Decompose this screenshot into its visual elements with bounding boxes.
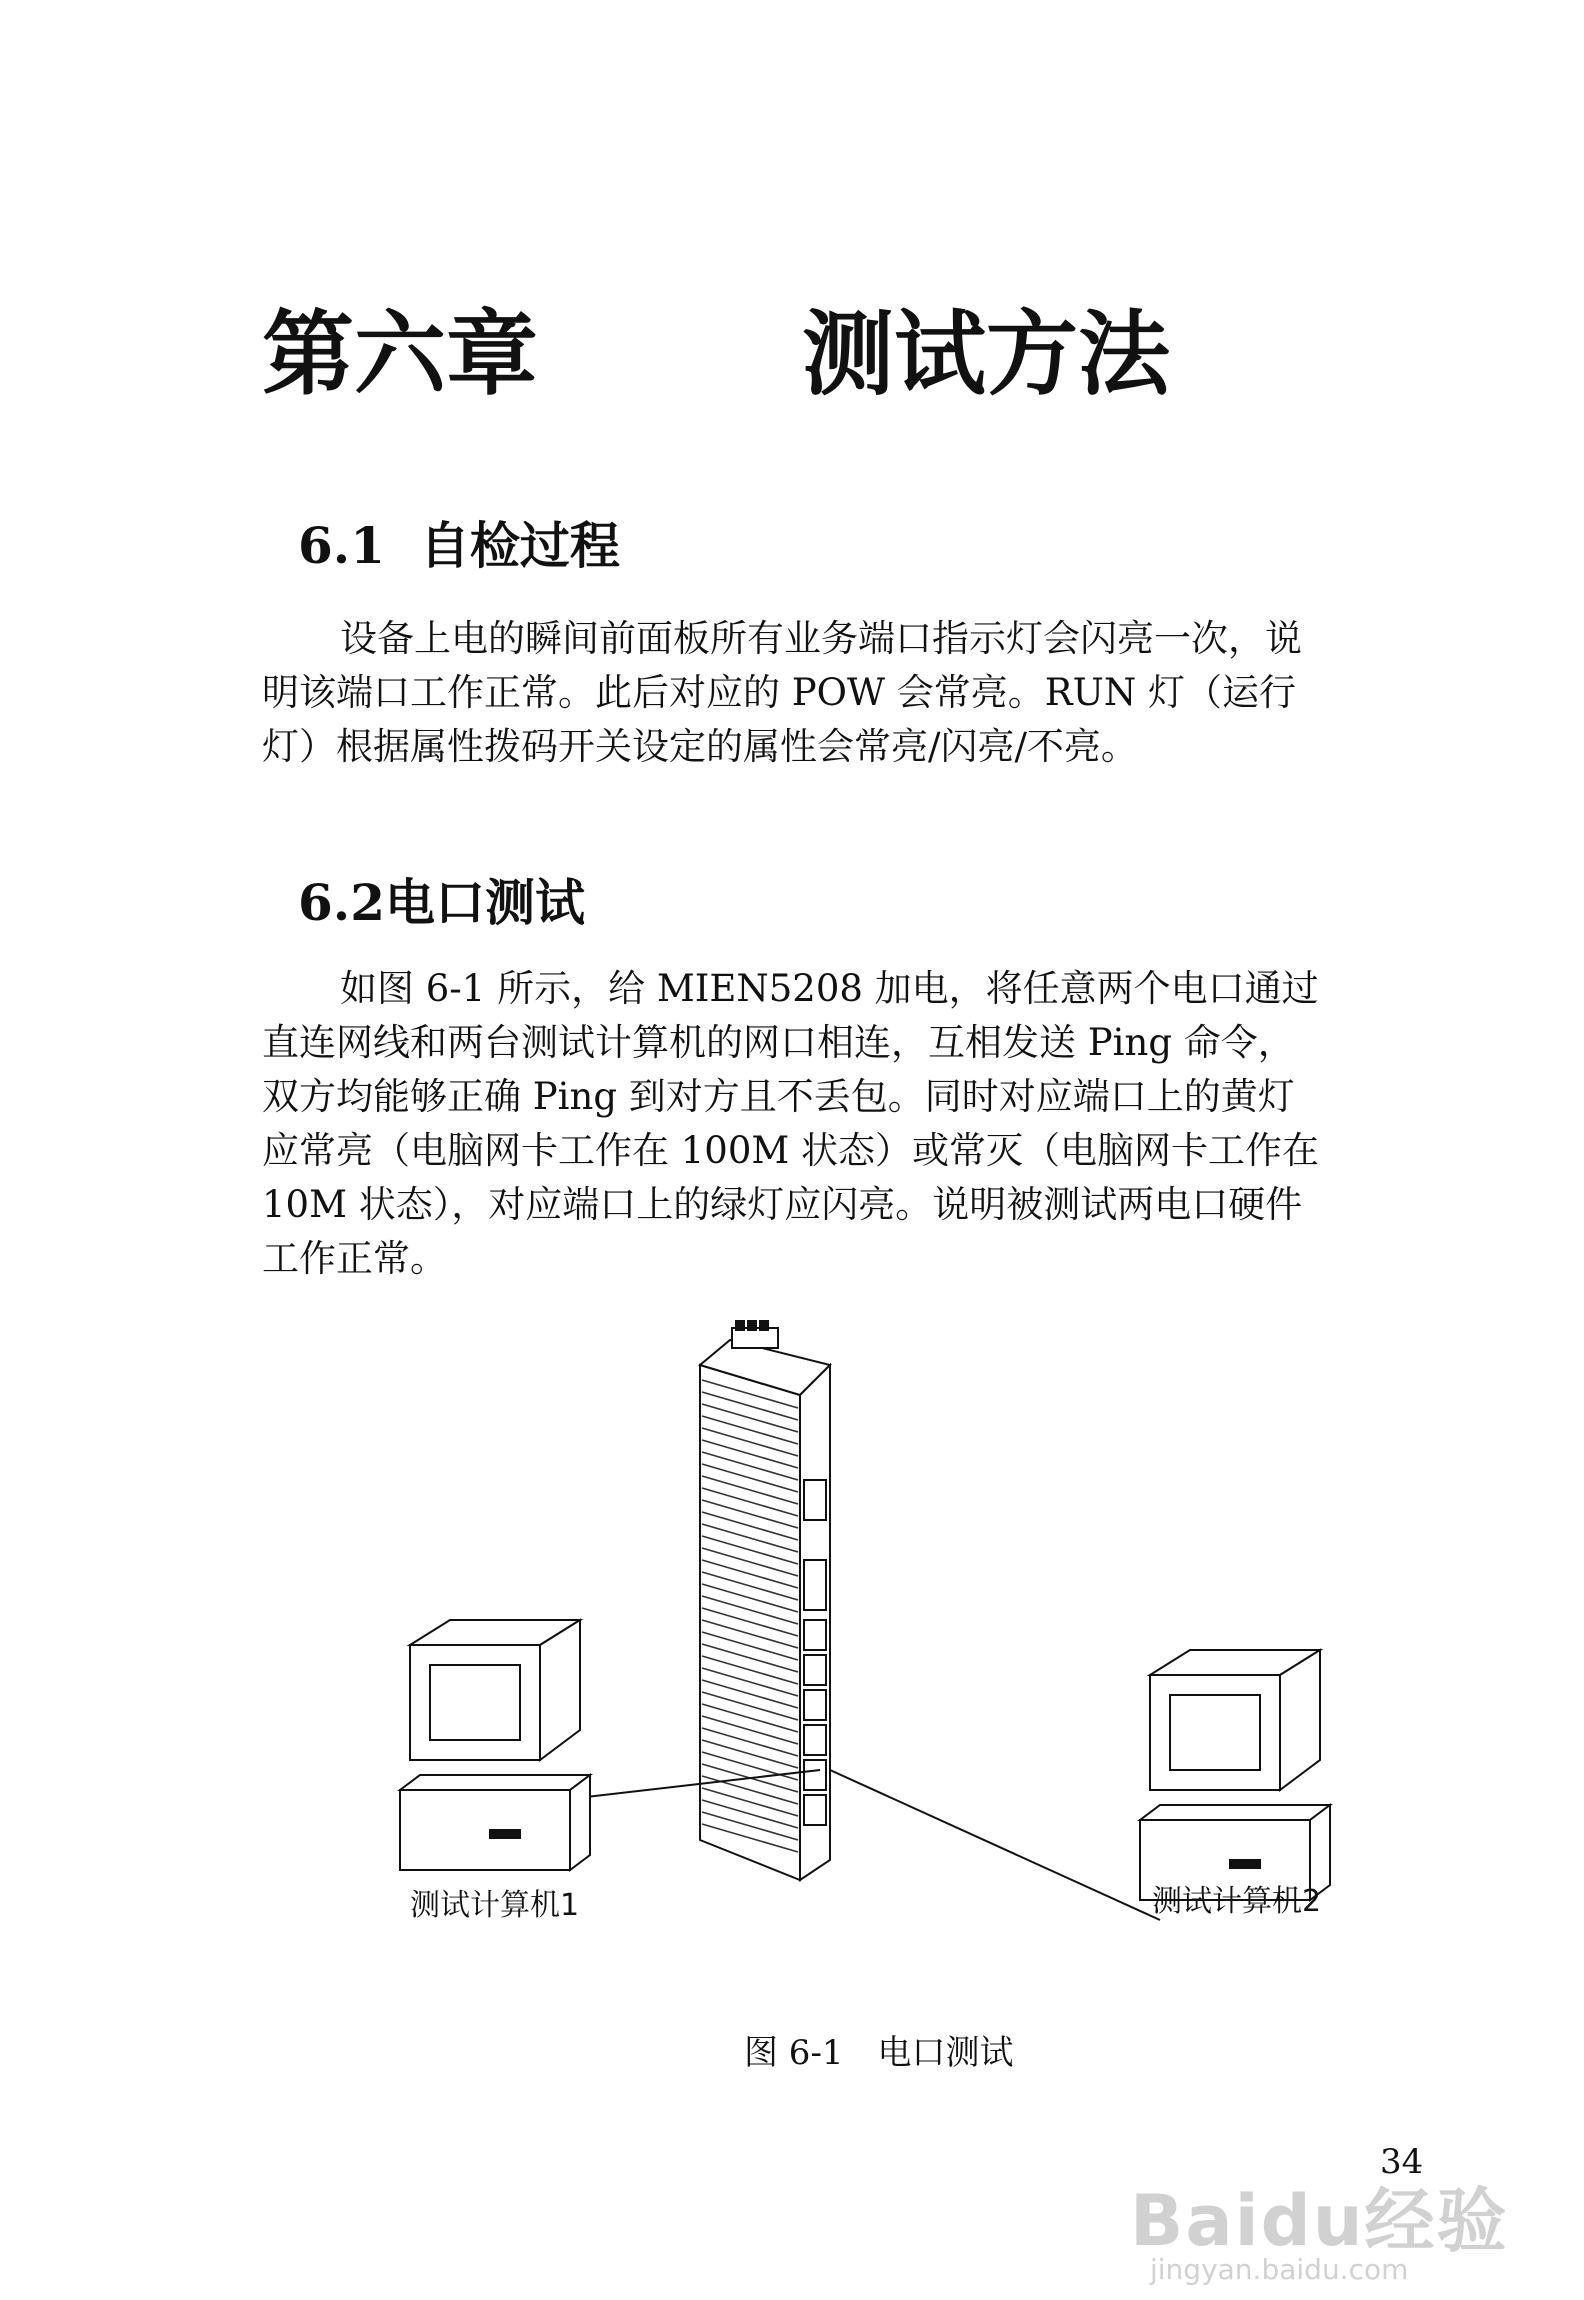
network-diagram <box>380 1320 1340 1940</box>
cable-right <box>830 1770 1160 1920</box>
watermark-brand: Baidu经验 <box>1130 2180 1509 2262</box>
figure-caption: 图 6-1 电口测试 <box>744 2033 1014 2073</box>
paragraph-self-test <box>262 612 1418 774</box>
paragraph-port-test <box>262 962 1418 1286</box>
section-number: 6.1 <box>298 516 385 575</box>
watermark-url: jingyan.baidu.com <box>1150 2253 1409 2286</box>
switch-device-icon <box>700 1320 830 1880</box>
paragraph-line: 如图 6-1 所示，给 MIEN5208 加电，将任意两个电口通过 <box>340 967 1319 1010</box>
page-number: 34 <box>1380 2142 1424 2182</box>
section-title: 自检过程 <box>419 517 620 575</box>
paragraph-line: 直连网线和两台测试计算机的网口相连，互相发送 Ping 命令， <box>262 1021 1295 1064</box>
chapter-number: 第六章 <box>262 301 539 408</box>
label-test-computer-2: 测试计算机2 <box>1152 1884 1322 1919</box>
label-test-computer-1: 测试计算机1 <box>410 1888 580 1923</box>
section-title: 电口测试 <box>385 874 585 932</box>
chapter-name: 测试方法 <box>802 301 1171 408</box>
computer-left-icon <box>400 1620 590 1870</box>
paragraph-line: 灯）根据属性拨码开关设定的属性会常亮/闪亮/不亮。 <box>262 725 1138 768</box>
computer-right-icon <box>1140 1650 1330 1900</box>
figure-port-test <box>380 1320 1340 1940</box>
baidu-watermark <box>1120 2145 1520 2295</box>
paragraph-line: 应常亮（电脑网卡工作在 100M 状态）或常灭（电脑网卡工作在 <box>262 1129 1320 1172</box>
paragraph-line: 双方均能够正确 Ping 到对方且不丢包。同时对应端口上的黄灯 <box>262 1075 1295 1118</box>
paragraph-line: 设备上电的瞬间前面板所有业务端口指示灯会闪亮一次，说 <box>340 617 1302 660</box>
section-heading-6-2 <box>298 873 585 933</box>
chapter-title <box>262 300 1262 410</box>
section-number: 6.2 <box>298 873 385 932</box>
paragraph-line: 10M 状态），对应端口上的绿灯应闪亮。说明被测试两电口硬件 <box>262 1183 1303 1226</box>
paragraph-line: 工作正常。 <box>262 1237 447 1280</box>
section-heading-6-1 <box>298 516 620 576</box>
paragraph-line: 明该端口工作正常。此后对应的 POW 会常亮。RUN 灯（运行 <box>262 671 1296 714</box>
